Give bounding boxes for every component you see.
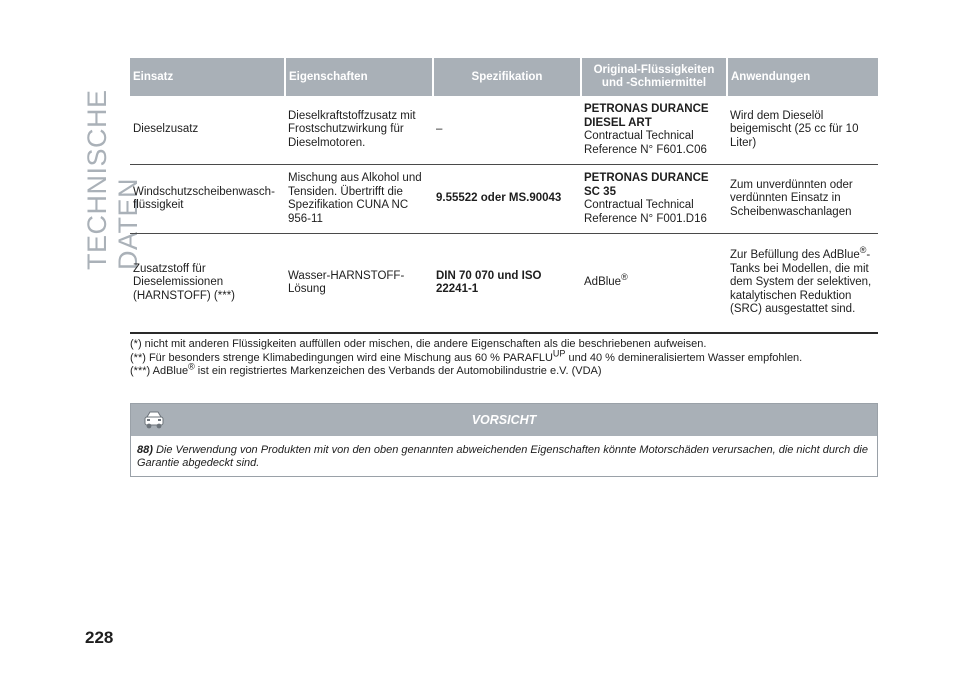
warning-box	[130, 403, 878, 477]
header-eigenschaften: Eigenschaften	[285, 58, 433, 96]
warning-text	[131, 436, 877, 476]
cell-eigenschaften: Wasser-HARNSTOFF-Lösung	[285, 234, 433, 334]
header-einsatz: Einsatz	[130, 58, 285, 96]
anwendungen-text-post: -Tanks bei Modellen, die mit dem System der selektiven, katalytischen Reduktion (SRC) ausgestattet sind.	[730, 249, 872, 316]
cell-anwendungen: Wird dem Dieselöl beigemischt (25 cc für 10 Liter)	[727, 96, 878, 165]
table-row	[130, 96, 878, 165]
cell-product	[581, 165, 727, 234]
warning-header	[131, 404, 877, 436]
footnote-2	[130, 347, 878, 366]
header-anwendungen: Anwendungen	[727, 58, 878, 96]
table-row	[130, 165, 878, 234]
cell-einsatz: Windschutzscheibenwasch-flüssigkeit	[130, 165, 285, 234]
page-number: 228	[85, 628, 114, 647]
footnote-3-text: (***) AdBlue	[130, 365, 189, 377]
footnote-3-text-post: ist ein registriertes Markenzeichen des Verbands der Automobilindustrie e.V. (VDA)	[194, 365, 602, 377]
anwendungen-text-pre: Zur Befüllung des AdBlue	[730, 249, 860, 262]
warning-number: 88)	[137, 443, 153, 456]
product-text: AdBlue	[584, 276, 622, 289]
footnote-3-sup: ®	[188, 361, 195, 372]
footnote-2-text-post: und 40 % demineralisiertem Wasser empfohlen.	[565, 351, 803, 364]
cell-anwendungen: Zum unverdünnten oder verdünnten Einsatz in Scheibenwaschanlagen	[727, 165, 878, 234]
header-spezifikation: Spezifikation	[433, 58, 581, 96]
cell-einsatz: Dieselzusatz	[130, 96, 285, 165]
product-reference: Contractual Technical Reference N° F601.C06	[584, 130, 707, 156]
warning-message: Die Verwendung von Produkten mit von den oben genannten abweichenden Eigenschaften könnte Motorschäden verursachen, die nicht durch die Garantie abgedeckt sind.	[137, 443, 868, 469]
cell-spezifikation: 9.55522 oder MS.90043	[433, 165, 581, 234]
footnote-2-text: (**) Für besonders strenge Klimabedingungen wird eine Mischung aus 60 % PARAFLU	[130, 351, 553, 364]
section-side-title: TECHNISCHE DATEN	[82, 89, 143, 270]
registered-mark: ®	[859, 245, 867, 256]
cell-product	[581, 96, 727, 165]
cell-spezifikation: DIN 70 070 und ISO 22241-1	[433, 234, 581, 334]
footnote-1: (*) nicht mit anderen Flüssigkeiten auffüllen oder mischen, die andere Eigenschaften als die beschriebenen aufweisen.	[130, 338, 707, 350]
car-warning-icon	[141, 407, 167, 433]
footnotes	[130, 338, 878, 379]
cell-product	[581, 234, 727, 334]
table-header-row	[130, 58, 878, 96]
product-name: PETRONAS DURANCE SC 35	[584, 172, 709, 198]
warning-title: VORSICHT	[471, 412, 537, 427]
product-reference: Contractual Technical Reference N° F001.D16	[584, 199, 707, 225]
document-content	[130, 58, 878, 477]
cell-einsatz: Zusatzstoff für Dieselemissionen (HARNSTOFF) (***)	[130, 234, 285, 334]
cell-anwendungen	[727, 234, 878, 334]
cell-eigenschaften: Mischung aus Alkohol und Tensiden. Übertrifft die Spezifikation CUNA NC 956-11	[285, 165, 433, 234]
fluids-spec-table	[130, 58, 878, 334]
table-row	[130, 234, 878, 334]
cell-eigenschaften: Dieselkraftstoffzusatz mit Frostschutzwirkung für Dieselmotoren.	[285, 96, 433, 165]
header-original-fluessigkeiten: Original-Flüssigkeiten und -Schmiermittel	[581, 58, 727, 96]
product-name: PETRONAS DURANCE DIESEL ART	[584, 103, 709, 129]
footnote-3	[130, 361, 878, 379]
cell-spezifikation: –	[433, 96, 581, 165]
footnote-2-sup: UP	[552, 347, 566, 358]
registered-mark: ®	[621, 272, 628, 283]
